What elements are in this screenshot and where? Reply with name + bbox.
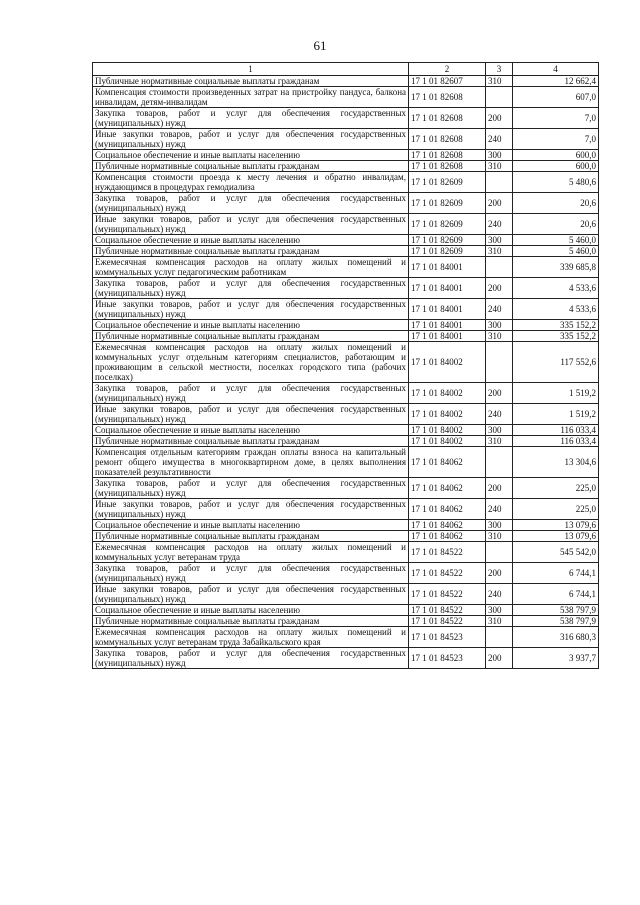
cell-sum: 607,0	[513, 87, 599, 108]
table-row	[93, 129, 599, 150]
cell-type: 200	[486, 478, 513, 499]
cell-sum: 12 662,4	[513, 76, 599, 87]
table-row	[93, 299, 599, 320]
table-row	[93, 161, 599, 172]
cell-type: 300	[486, 425, 513, 436]
cell-name: Ежемесячная компенсация расходов на оплату жилых помещений и коммунальных услуг отдельным категориям специалистов, работающим и проживающим в сельской местности, поселках городского типа (рабочих поселках)	[93, 342, 409, 383]
cell-name: Социальное обеспечение и иные выплаты населению	[93, 150, 409, 161]
cell-name: Ежемесячная компенсация расходов на оплату жилых помещений и коммунальных услуг ветеранам труда Забайкальского края	[93, 627, 409, 648]
cell-name: Иные закупки товаров, работ и услуг для обеспечения государственных (муниципальных) нужд	[93, 499, 409, 520]
cell-name: Компенсация стоимости произведенных затрат на пристройку пандуса, балкона инвалидам, детям-инвалидам	[93, 87, 409, 108]
cell-sum: 5 460,0	[513, 246, 599, 257]
cell-type: 240	[486, 129, 513, 150]
column-header-sum: 4	[513, 63, 599, 76]
cell-sum: 20,6	[513, 193, 599, 214]
cell-type: 240	[486, 404, 513, 425]
cell-code: 17 1 01 84062	[409, 499, 486, 520]
cell-code: 17 1 01 84522	[409, 584, 486, 605]
cell-type: 200	[486, 383, 513, 404]
table-row	[93, 383, 599, 404]
cell-type: 200	[486, 193, 513, 214]
table-row	[93, 520, 599, 531]
cell-sum: 4 533,6	[513, 299, 599, 320]
column-header-type: 3	[486, 63, 513, 76]
cell-type: 310	[486, 246, 513, 257]
cell-name: Ежемесячная компенсация расходов на оплату жилых помещений и коммунальных услуг педагогическим работникам	[93, 257, 409, 278]
cell-code: 17 1 01 82607	[409, 76, 486, 87]
cell-name: Иные закупки товаров, работ и услуг для обеспечения государственных (муниципальных) нужд	[93, 299, 409, 320]
cell-type: 310	[486, 436, 513, 447]
cell-name: Публичные нормативные социальные выплаты гражданам	[93, 436, 409, 447]
cell-type	[486, 342, 513, 383]
cell-name: Социальное обеспечение и иные выплаты населению	[93, 320, 409, 331]
cell-sum: 3 937,7	[513, 648, 599, 669]
cell-type: 310	[486, 616, 513, 627]
cell-sum: 116 033,4	[513, 425, 599, 436]
cell-code: 17 1 01 84001	[409, 331, 486, 342]
cell-name: Иные закупки товаров, работ и услуг для обеспечения государственных (муниципальных) нужд	[93, 214, 409, 235]
cell-sum: 225,0	[513, 499, 599, 520]
cell-name: Закупка товаров, работ и услуг для обеспечения государственных (муниципальных) нужд	[93, 478, 409, 499]
cell-sum: 316 680,3	[513, 627, 599, 648]
cell-code: 17 1 01 82609	[409, 214, 486, 235]
table-row	[93, 87, 599, 108]
cell-sum: 117 552,6	[513, 342, 599, 383]
cell-sum: 5 480,6	[513, 172, 599, 193]
cell-sum: 6 744,1	[513, 584, 599, 605]
cell-code: 17 1 01 84062	[409, 520, 486, 531]
cell-name: Компенсация стоимости проезда к месту лечения и обратно инвалидам, нуждающимся в процедурах гемодиализа	[93, 172, 409, 193]
cell-type: 310	[486, 531, 513, 542]
cell-name: Закупка товаров, работ и услуг для обеспечения государственных (муниципальных) нужд	[93, 648, 409, 669]
cell-code: 17 1 01 84522	[409, 563, 486, 584]
table-row	[93, 108, 599, 129]
cell-code: 17 1 01 84001	[409, 278, 486, 299]
cell-sum: 335 152,2	[513, 331, 599, 342]
cell-type	[486, 627, 513, 648]
cell-sum: 7,0	[513, 108, 599, 129]
cell-sum: 335 152,2	[513, 320, 599, 331]
table-row	[93, 648, 599, 669]
table-row	[93, 150, 599, 161]
cell-name: Публичные нормативные социальные выплаты гражданам	[93, 161, 409, 172]
cell-sum: 4 533,6	[513, 278, 599, 299]
table-row	[93, 246, 599, 257]
table-row	[93, 214, 599, 235]
cell-type	[486, 542, 513, 563]
cell-code: 17 1 01 84062	[409, 478, 486, 499]
table-row	[93, 447, 599, 478]
cell-name: Закупка товаров, работ и услуг для обеспечения государственных (муниципальных) нужд	[93, 193, 409, 214]
cell-code: 17 1 01 84001	[409, 299, 486, 320]
cell-code: 17 1 01 82608	[409, 161, 486, 172]
cell-type: 300	[486, 320, 513, 331]
cell-sum: 13 304,6	[513, 447, 599, 478]
table-row	[93, 605, 599, 616]
table-row	[93, 172, 599, 193]
cell-code: 17 1 01 84523	[409, 648, 486, 669]
cell-sum: 6 744,1	[513, 563, 599, 584]
cell-sum: 116 033,4	[513, 436, 599, 447]
cell-code: 17 1 01 84001	[409, 320, 486, 331]
cell-sum: 1 519,2	[513, 404, 599, 425]
cell-code: 17 1 01 82608	[409, 129, 486, 150]
cell-name: Социальное обеспечение и иные выплаты населению	[93, 235, 409, 246]
cell-name: Иные закупки товаров, работ и услуг для обеспечения государственных (муниципальных) нужд	[93, 584, 409, 605]
cell-name: Публичные нормативные социальные выплаты гражданам	[93, 331, 409, 342]
cell-code: 17 1 01 84002	[409, 436, 486, 447]
cell-type	[486, 172, 513, 193]
table-row	[93, 584, 599, 605]
table-row	[93, 404, 599, 425]
cell-code: 17 1 01 82608	[409, 87, 486, 108]
cell-sum: 600,0	[513, 150, 599, 161]
cell-type: 240	[486, 299, 513, 320]
table-row	[93, 76, 599, 87]
cell-name: Публичные нормативные социальные выплаты гражданам	[93, 76, 409, 87]
cell-code: 17 1 01 84002	[409, 383, 486, 404]
table-row	[93, 331, 599, 342]
table-row	[93, 342, 599, 383]
cell-sum: 339 685,8	[513, 257, 599, 278]
cell-sum: 5 460,0	[513, 235, 599, 246]
cell-name: Социальное обеспечение и иные выплаты населению	[93, 520, 409, 531]
table-row	[93, 616, 599, 627]
table-row	[93, 425, 599, 436]
cell-code: 17 1 01 84002	[409, 342, 486, 383]
cell-code: 17 1 01 82609	[409, 246, 486, 257]
cell-code: 17 1 01 84002	[409, 404, 486, 425]
cell-sum: 20,6	[513, 214, 599, 235]
cell-type	[486, 87, 513, 108]
table-row	[93, 563, 599, 584]
cell-type: 300	[486, 150, 513, 161]
cell-name: Компенсация отдельным категориям граждан оплаты взноса на капитальный ремонт общего имущества в многоквартирном доме, в целях выполнения показателей результативности	[93, 447, 409, 478]
table-row	[93, 499, 599, 520]
cell-type: 310	[486, 161, 513, 172]
cell-name: Закупка товаров, работ и услуг для обеспечения государственных (муниципальных) нужд	[93, 108, 409, 129]
cell-name: Закупка товаров, работ и услуг для обеспечения государственных (муниципальных) нужд	[93, 563, 409, 584]
cell-code: 17 1 01 84522	[409, 616, 486, 627]
cell-type: 240	[486, 214, 513, 235]
table-row	[93, 320, 599, 331]
cell-type: 240	[486, 499, 513, 520]
cell-type: 200	[486, 108, 513, 129]
cell-code: 17 1 01 84062	[409, 447, 486, 478]
cell-type: 200	[486, 278, 513, 299]
cell-type: 310	[486, 331, 513, 342]
cell-type: 300	[486, 605, 513, 616]
table-row	[93, 193, 599, 214]
cell-type: 200	[486, 563, 513, 584]
cell-name: Публичные нормативные социальные выплаты гражданам	[93, 531, 409, 542]
cell-code: 17 1 01 84522	[409, 542, 486, 563]
table-row	[93, 627, 599, 648]
table-row	[93, 436, 599, 447]
cell-sum: 225,0	[513, 478, 599, 499]
cell-name: Публичные нормативные социальные выплаты гражданам	[93, 616, 409, 627]
cell-type: 300	[486, 520, 513, 531]
cell-sum: 1 519,2	[513, 383, 599, 404]
cell-name: Иные закупки товаров, работ и услуг для обеспечения государственных (муниципальных) нужд	[93, 129, 409, 150]
cell-sum: 545 542,0	[513, 542, 599, 563]
cell-sum: 13 079,6	[513, 520, 599, 531]
cell-sum: 538 797,9	[513, 605, 599, 616]
cell-sum: 600,0	[513, 161, 599, 172]
table-row	[93, 257, 599, 278]
budget-table	[92, 62, 599, 669]
cell-code: 17 1 01 82609	[409, 235, 486, 246]
cell-type: 310	[486, 76, 513, 87]
cell-type: 240	[486, 584, 513, 605]
cell-sum: 538 797,9	[513, 616, 599, 627]
cell-name: Социальное обеспечение и иные выплаты населению	[93, 605, 409, 616]
table-header-row	[93, 63, 599, 76]
cell-name: Закупка товаров, работ и услуг для обеспечения государственных (муниципальных) нужд	[93, 278, 409, 299]
column-header-code: 2	[409, 63, 486, 76]
table-row	[93, 542, 599, 563]
table-row	[93, 531, 599, 542]
cell-name: Закупка товаров, работ и услуг для обеспечения государственных (муниципальных) нужд	[93, 383, 409, 404]
cell-code: 17 1 01 82609	[409, 172, 486, 193]
cell-name: Иные закупки товаров, работ и услуг для обеспечения государственных (муниципальных) нужд	[93, 404, 409, 425]
table-row	[93, 478, 599, 499]
table-body	[93, 76, 599, 669]
cell-code: 17 1 01 84522	[409, 605, 486, 616]
cell-name: Ежемесячная компенсация расходов на оплату жилых помещений и коммунальных услуг ветеранам труда	[93, 542, 409, 563]
cell-name: Публичные нормативные социальные выплаты гражданам	[93, 246, 409, 257]
page-number: 61	[313, 38, 327, 53]
cell-code: 17 1 01 82609	[409, 193, 486, 214]
column-header-name: 1	[93, 63, 409, 76]
cell-type	[486, 447, 513, 478]
cell-code: 17 1 01 84002	[409, 425, 486, 436]
cell-sum: 7,0	[513, 129, 599, 150]
cell-code: 17 1 01 82608	[409, 150, 486, 161]
cell-type	[486, 257, 513, 278]
cell-name: Социальное обеспечение и иные выплаты населению	[93, 425, 409, 436]
cell-code: 17 1 01 84001	[409, 257, 486, 278]
cell-code: 17 1 01 84062	[409, 531, 486, 542]
cell-code: 17 1 01 82608	[409, 108, 486, 129]
cell-sum: 13 079,6	[513, 531, 599, 542]
cell-type: 300	[486, 235, 513, 246]
table-row	[93, 235, 599, 246]
table-row	[93, 278, 599, 299]
cell-type: 200	[486, 648, 513, 669]
cell-code: 17 1 01 84523	[409, 627, 486, 648]
